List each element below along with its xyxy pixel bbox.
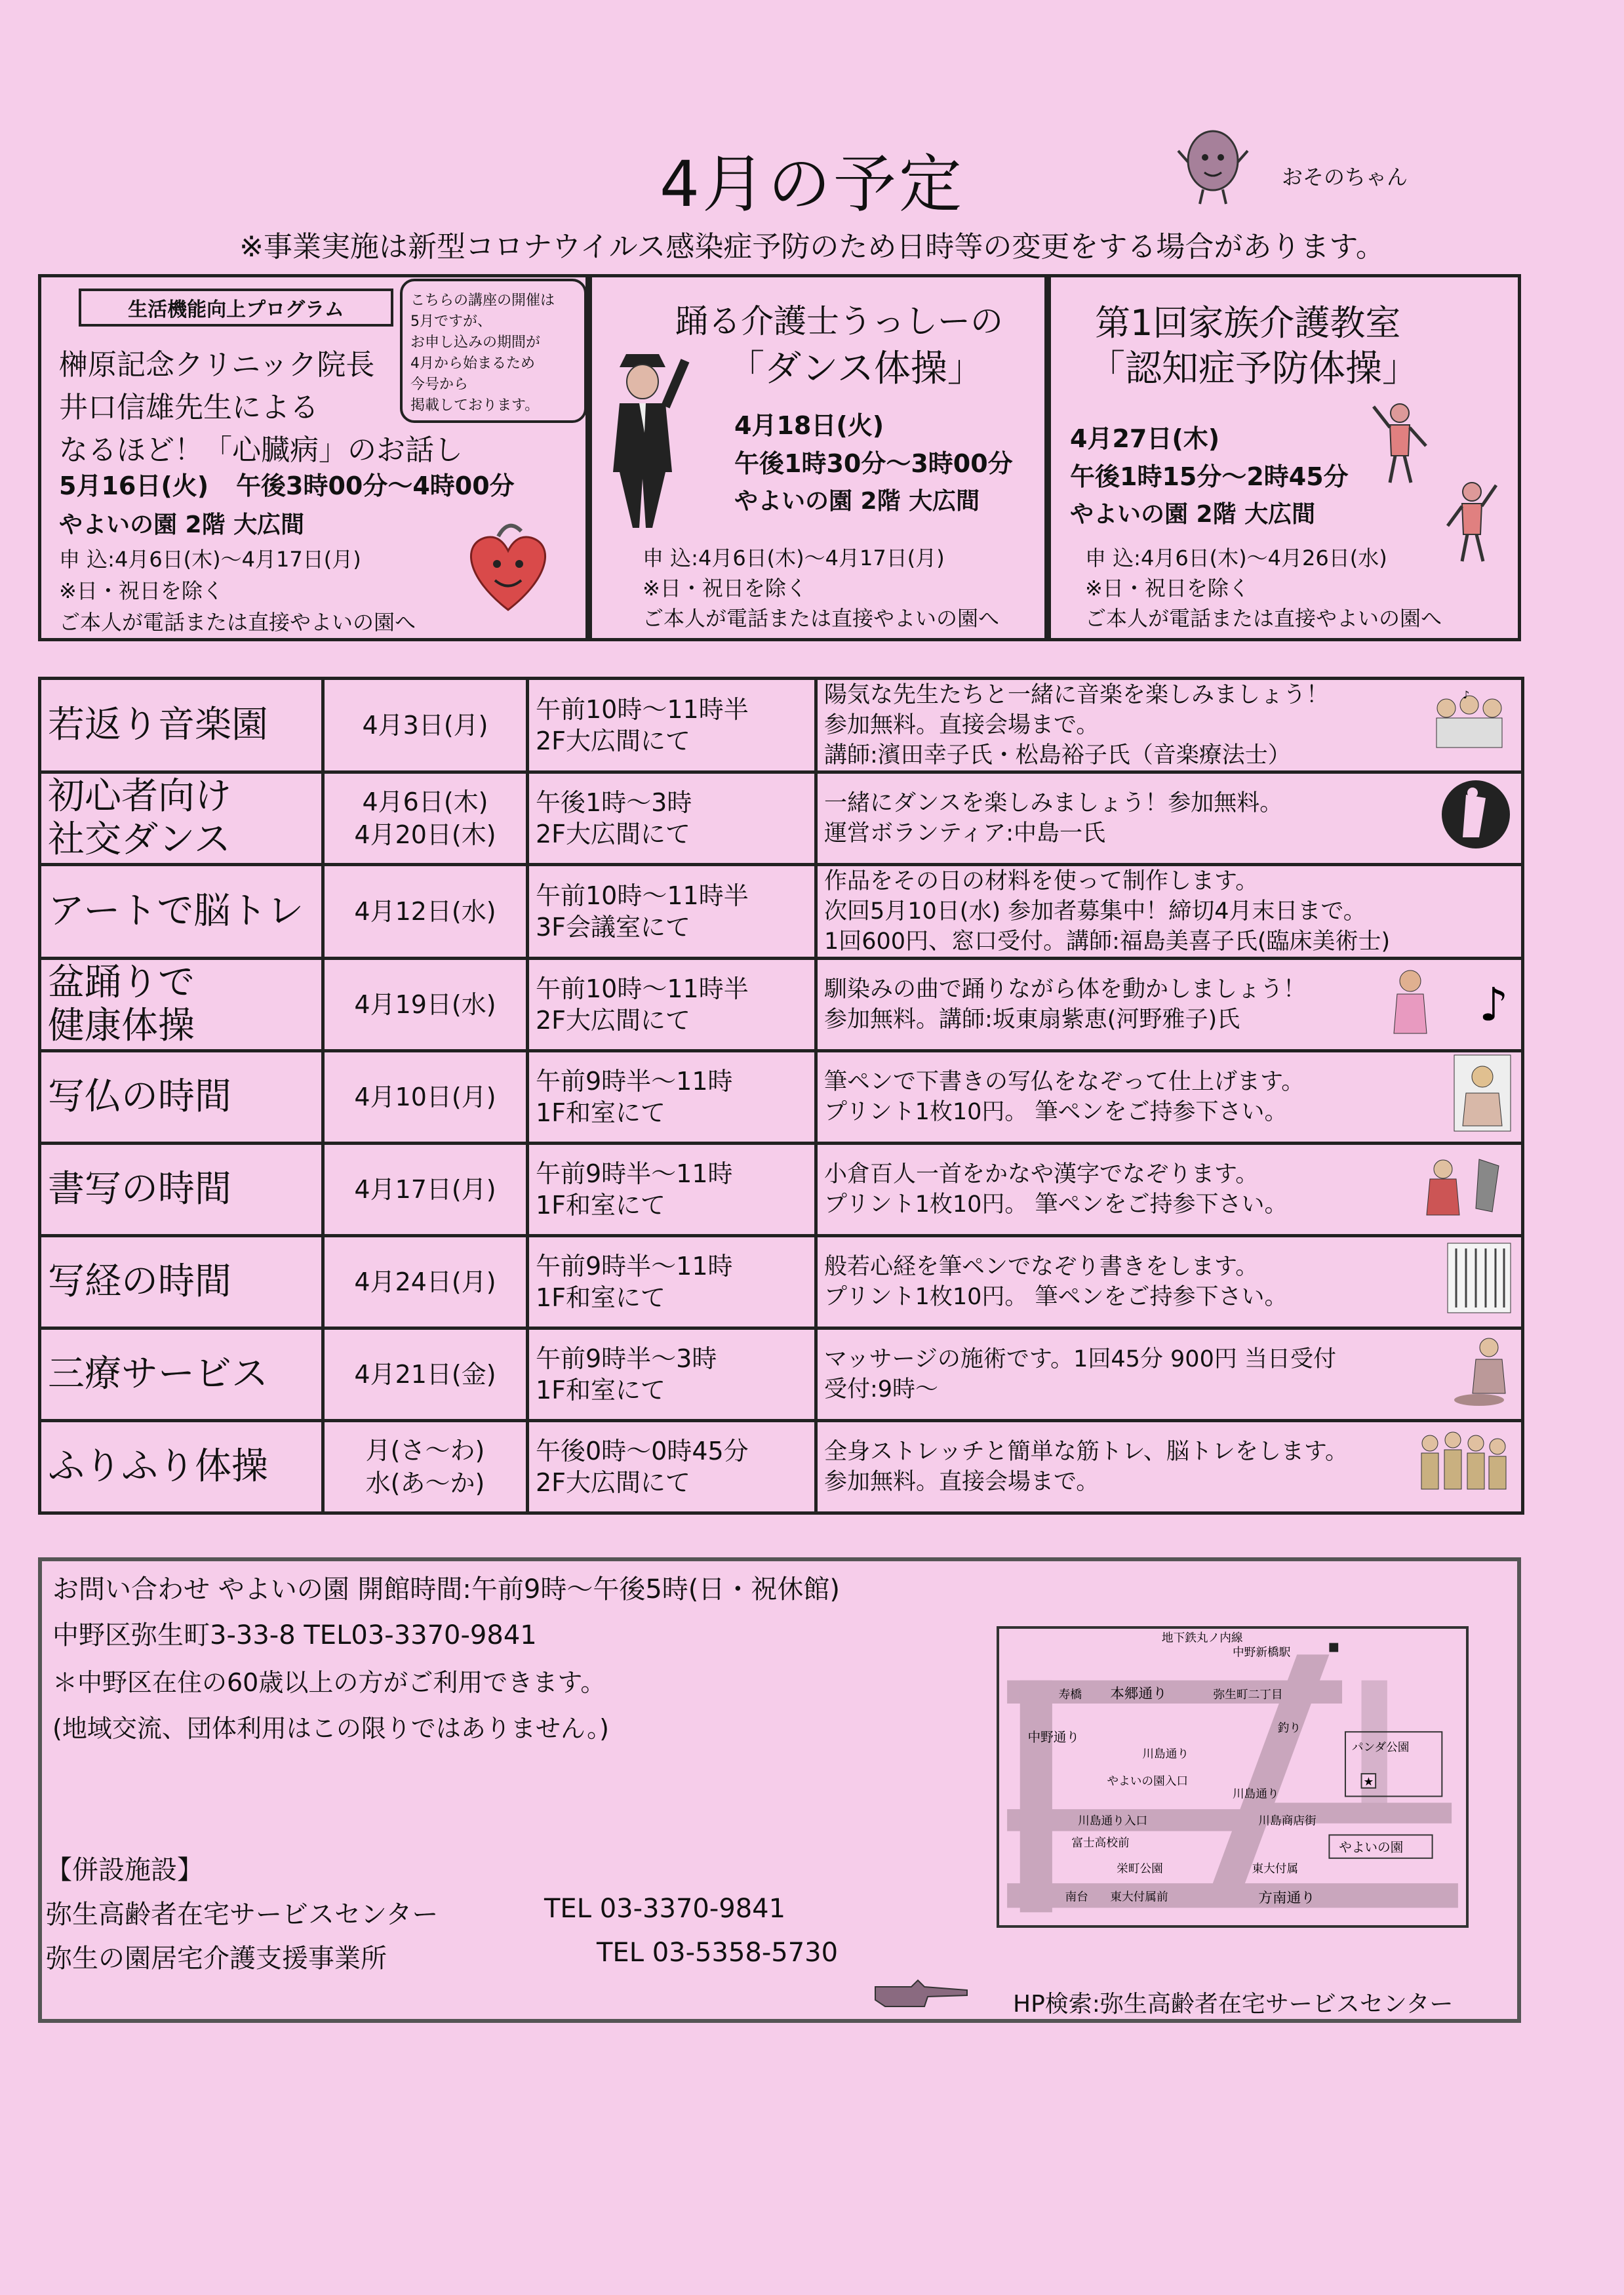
date-line: 4月17日(月)	[354, 1175, 496, 1204]
schedule-desc	[816, 1144, 1523, 1236]
note-line: お申し込みの期間が	[410, 334, 541, 351]
name-line: アートで脳トレ	[48, 890, 304, 932]
event-how: ご本人が電話または直接やよいの園へ	[59, 610, 416, 635]
schedule-time	[528, 959, 816, 1051]
desc-line: 受付:9時～	[824, 1376, 939, 1403]
desc-line: 参加無料。直接会場まで。	[824, 712, 1099, 738]
dancers-icon	[1440, 778, 1512, 858]
event-how: ご本人が電話または直接やよいの園へ	[643, 606, 1000, 631]
access-map	[997, 1626, 1469, 1928]
map-label: 栄町公園	[1117, 1862, 1163, 1876]
facility-name: 弥生の園居宅介護支援事業所	[46, 1944, 387, 1974]
sutra-icon	[1446, 1242, 1512, 1322]
name-line: 盆踊りで	[48, 961, 195, 1004]
table-row	[40, 865, 1523, 959]
schedule-desc	[816, 1421, 1523, 1513]
schedule-date	[323, 1236, 528, 1328]
date-line: 4月10日(月)	[354, 1083, 496, 1111]
schedule-date	[323, 679, 528, 772]
facilities-title: 【併設施設】	[46, 1855, 203, 1885]
map-label: 弥生町二丁目	[1213, 1688, 1283, 1702]
desc-line: 講師:濱田幸子氏・松島裕子氏（音楽療法士）	[824, 742, 1291, 768]
schedule-date	[323, 959, 528, 1051]
schedule-name	[40, 772, 323, 865]
map-label: 釣り	[1277, 1722, 1301, 1736]
date-line: 水(あ～か)	[365, 1469, 485, 1498]
time-line: 1F和室にて	[536, 1191, 666, 1220]
schedule-desc	[816, 865, 1523, 959]
schedule-time	[528, 1421, 816, 1513]
table-row	[40, 959, 1523, 1051]
schedule-time	[528, 679, 816, 772]
event-apply: 申 込:4月6日(木)～4月17日(月)	[643, 546, 945, 570]
name-line: 書写の時間	[48, 1168, 231, 1210]
event-line: 井口信雄先生による	[59, 391, 319, 424]
time-line: 午前9時半～11時	[536, 1067, 733, 1096]
name-line: 初心者向け	[48, 775, 231, 818]
mascot-label: おそのちゃん	[1282, 165, 1408, 190]
heart-mascot-icon	[459, 518, 557, 619]
map-label: 南台	[1065, 1890, 1088, 1904]
event-place: やよいの園 2階 大広間	[59, 511, 305, 538]
map-label: 本郷通り	[1110, 1686, 1167, 1703]
desc-line: プリント1枚10円。 筆ペンをご持参下さい。	[824, 1284, 1288, 1310]
note-line: 今号から	[410, 376, 469, 393]
notice: ※事業実施は新型コロナウイルス感染症予防のため日時等の変更をする場合があります。	[239, 230, 1385, 264]
schedule-time	[528, 1328, 816, 1421]
event-apply: 申 込:4月6日(木)～4月26日(水)	[1085, 546, 1387, 570]
event-line: 「ダンス体操」	[728, 348, 984, 390]
facility-tel: TEL 03-5358-5730	[597, 1938, 839, 1968]
schedule-desc	[816, 959, 1523, 1051]
time-line: 1F和室にて	[536, 1376, 666, 1405]
time-line: 午前10時～11時半	[536, 881, 749, 910]
svg-text:♪: ♪	[1463, 688, 1470, 701]
map-label: 中野通り	[1027, 1729, 1080, 1745]
map-label: 川島通り	[1142, 1747, 1189, 1761]
time-line: 3F会議室にて	[536, 913, 691, 942]
schedule-date	[323, 865, 528, 959]
event-date: 4月27日(木)	[1070, 424, 1220, 453]
time-line: 2F大広間にて	[536, 820, 691, 848]
desc-line: 次回5月10日(水) 参加者募集中！締切4月末日まで。	[824, 898, 1366, 925]
facility-name: 弥生高齢者在宅サービスセンター	[46, 1900, 439, 1930]
schedule-date	[323, 1328, 528, 1421]
schedule-name	[40, 679, 323, 772]
event-date: 4月18日(火)	[734, 411, 884, 440]
map-label: 川島通り	[1233, 1787, 1279, 1801]
desc-line: 小倉百人一首をかなや漢字でなぞります。	[824, 1161, 1259, 1187]
table-row	[40, 1236, 1523, 1328]
desc-line: 1回600円、窓口受付。講師:福島美喜子氏(臨床美術士)	[824, 928, 1391, 955]
desc-line: 参加無料。直接会場まで。	[824, 1469, 1099, 1495]
event-date: 5月16日(火)	[59, 471, 209, 500]
poet-icon	[1420, 1153, 1512, 1226]
note-line: 5月ですが、	[410, 313, 492, 330]
dancer-icon	[593, 341, 692, 534]
desc-line: マッサージの施術です。1回45分 900円 当日受付	[824, 1346, 1336, 1372]
page-title: 4月の予定	[659, 148, 965, 221]
desc-line: 馴染みの曲で踊りながら体を動かしましょう！	[824, 976, 1307, 1003]
time-line: 午前10時～11時半	[536, 974, 749, 1003]
date-line: 4月12日(水)	[354, 897, 496, 926]
event-how: ご本人が電話または直接やよいの園へ	[1085, 606, 1442, 631]
schedule-name	[40, 865, 323, 959]
time-line: 1F和室にて	[536, 1098, 666, 1127]
date-line: 4月3日(月)	[362, 711, 488, 740]
exercise-person-icon	[1442, 479, 1501, 567]
schedule-name	[40, 1144, 323, 1236]
name-line: 写仏の時間	[48, 1075, 231, 1118]
desc-line: 筆ペンで下書きの写仏をなぞって仕上げます。	[824, 1069, 1305, 1095]
note-line: こちらの講座の開催は	[410, 292, 555, 309]
table-row	[40, 1421, 1523, 1513]
schedule-time	[528, 1236, 816, 1328]
map-label: パンダ公園	[1351, 1741, 1410, 1755]
note-box	[400, 279, 587, 423]
contact-exception: (地域交流、団体利用はこの限りではありません。)	[52, 1714, 609, 1743]
date-line: 4月21日(金)	[354, 1360, 496, 1389]
time-line: 午後1時～3時	[536, 788, 692, 817]
desc-line: 参加無料。講師:坂東扇紫恵(河野雅子)氏	[824, 1007, 1240, 1033]
schedule-table	[38, 677, 1524, 1515]
event-place: やよいの園 2階 大広間	[734, 488, 980, 515]
map-label: 富士高校前	[1071, 1837, 1130, 1850]
desc-line: 一緒にダンスを楽しみましょう！参加無料。	[824, 790, 1283, 816]
contact-eligibility: ＊中野区在住の60歳以上の方がご利用できます。	[52, 1668, 606, 1697]
desc-line: 般若心経を筆ペンでなぞり書きをします。	[824, 1254, 1259, 1280]
massage-icon	[1453, 1334, 1512, 1414]
event-time: 午後1時30分～3時00分	[734, 449, 1013, 478]
map-label: 川島商店街	[1258, 1814, 1317, 1828]
schedule-desc	[816, 1051, 1523, 1144]
svg-text:♪: ♪	[1479, 978, 1509, 1031]
time-line: 2F大広間にて	[536, 1468, 691, 1497]
name-line: 三療サービス	[48, 1353, 268, 1395]
map-label: 方南通り	[1258, 1890, 1315, 1907]
schedule-time	[528, 1144, 816, 1236]
table-row	[40, 679, 1523, 772]
table-row	[40, 772, 1523, 865]
desc-line: 作品をその日の材料を使って制作します。	[824, 868, 1259, 894]
date-line: 4月20日(木)	[354, 820, 496, 849]
map-label: 寿橋	[1058, 1688, 1082, 1702]
event-except: ※日・祝日を除く	[59, 578, 224, 603]
time-line: 午前9時半～11時	[536, 1252, 733, 1281]
schedule-date	[323, 1421, 528, 1513]
schedule-time	[528, 772, 816, 865]
event-except: ※日・祝日を除く	[643, 576, 807, 601]
event-apply: 申 込:4月6日(木)～4月17日(月)	[59, 547, 361, 572]
schedule-desc	[816, 679, 1523, 772]
name-line: 写経の時間	[48, 1260, 231, 1303]
schedule-name	[40, 1051, 323, 1144]
event-time: 午後1時15分～2時45分	[1070, 462, 1349, 491]
time-line: 午前10時～11時半	[536, 695, 749, 724]
schedule-name	[40, 1421, 323, 1513]
bon-dance-icon	[1381, 965, 1512, 1045]
desc-line: 全身ストレッチと簡単な筋トレ、脳トレをします。	[824, 1439, 1349, 1465]
date-line: 月(さ～わ)	[365, 1436, 485, 1465]
schedule-desc	[816, 1328, 1523, 1421]
schedule-time	[528, 1051, 816, 1144]
note-line: 4月から始まるため	[410, 355, 535, 372]
name-line: 若返り音楽園	[48, 704, 268, 746]
exercise-icon	[1414, 1427, 1512, 1507]
schedule-name	[40, 1328, 323, 1421]
contact-address: 中野区弥生町3-33-8 TEL03-3370-9841	[52, 1620, 537, 1650]
event-place: やよいの園 2階 大広間	[1070, 501, 1316, 528]
date-line: 4月19日(水)	[354, 990, 496, 1019]
date-line: 4月24日(月)	[354, 1267, 496, 1296]
name-line: 健康体操	[48, 1005, 195, 1047]
exercise-person-icon	[1370, 400, 1429, 488]
choir-icon	[1427, 688, 1512, 762]
schedule-name	[40, 959, 323, 1051]
time-line: 午後0時～0時45分	[536, 1437, 749, 1466]
map-label: 東大付属	[1252, 1862, 1299, 1876]
mascot-icon	[1177, 121, 1249, 207]
table-row	[40, 1051, 1523, 1144]
note-line: 掲載しております。	[410, 397, 540, 414]
desc-line: 運営ボランティア:中島一氏	[824, 820, 1105, 847]
schedule-time	[528, 865, 816, 959]
time-line: 1F和室にて	[536, 1283, 666, 1312]
schedule-name	[40, 1236, 323, 1328]
buddha-icon	[1453, 1054, 1512, 1140]
time-line: 午前9時半～3時	[536, 1344, 717, 1373]
desc-line: プリント1枚10円。 筆ペンをご持参下さい。	[824, 1191, 1288, 1218]
map-label: 川島通り入口	[1078, 1814, 1148, 1828]
time-line: 2F大広間にて	[536, 727, 691, 755]
date-line: 4月6日(木)	[362, 788, 488, 816]
schedule-date	[323, 772, 528, 865]
map-star-icon: ★	[1363, 1775, 1374, 1789]
schedule-desc	[816, 1236, 1523, 1328]
schedule-date	[323, 1051, 528, 1144]
event-line: 踊る介護士うっしーの	[675, 302, 1003, 340]
desc-line: 陽気な先生たちと一緒に音楽を楽しみましょう！	[824, 682, 1330, 708]
name-line: ふりふり体操	[48, 1445, 268, 1488]
map-label: 中野新橋駅	[1233, 1646, 1291, 1660]
event-time: 午後3時00分～4時00分	[236, 471, 515, 500]
map-label: やよいの園入口	[1107, 1774, 1189, 1788]
table-row	[40, 1144, 1523, 1236]
table-row	[40, 1328, 1523, 1421]
event-except: ※日・祝日を除く	[1085, 576, 1250, 601]
hp-search: HP検索:弥生高齢者在宅サービスセンター	[1013, 1991, 1454, 2018]
map-label: 東大付属前	[1110, 1890, 1168, 1904]
event-line: 「認知症予防体操」	[1088, 348, 1419, 390]
event-line: 榊原記念クリニック院長	[59, 348, 375, 382]
event-line: なるほど！「心臓病」のお話し	[59, 433, 463, 467]
map-label: 地下鉄丸ノ内線	[1161, 1631, 1243, 1645]
time-line: 午前9時半～11時	[536, 1159, 733, 1188]
program-label: 生活機能向上プログラム	[79, 289, 393, 327]
contact-hours: お問い合わせ やよいの園 開館時間:午前9時～午後5時(日・祝休館)	[52, 1574, 841, 1605]
schedule-date	[323, 1144, 528, 1236]
desc-line: プリント1枚10円。 筆ペンをご持参下さい。	[824, 1099, 1288, 1125]
pointing-hand-icon	[872, 1977, 970, 2012]
name-line: 社交ダンス	[48, 818, 231, 861]
event-line: 第1回家族介護教室	[1095, 302, 1401, 344]
schedule-desc	[816, 772, 1523, 865]
time-line: 2F大広間にて	[536, 1006, 691, 1035]
map-label: やよいの園	[1339, 1839, 1404, 1855]
facility-tel: TEL 03-3370-9841	[544, 1894, 786, 1924]
